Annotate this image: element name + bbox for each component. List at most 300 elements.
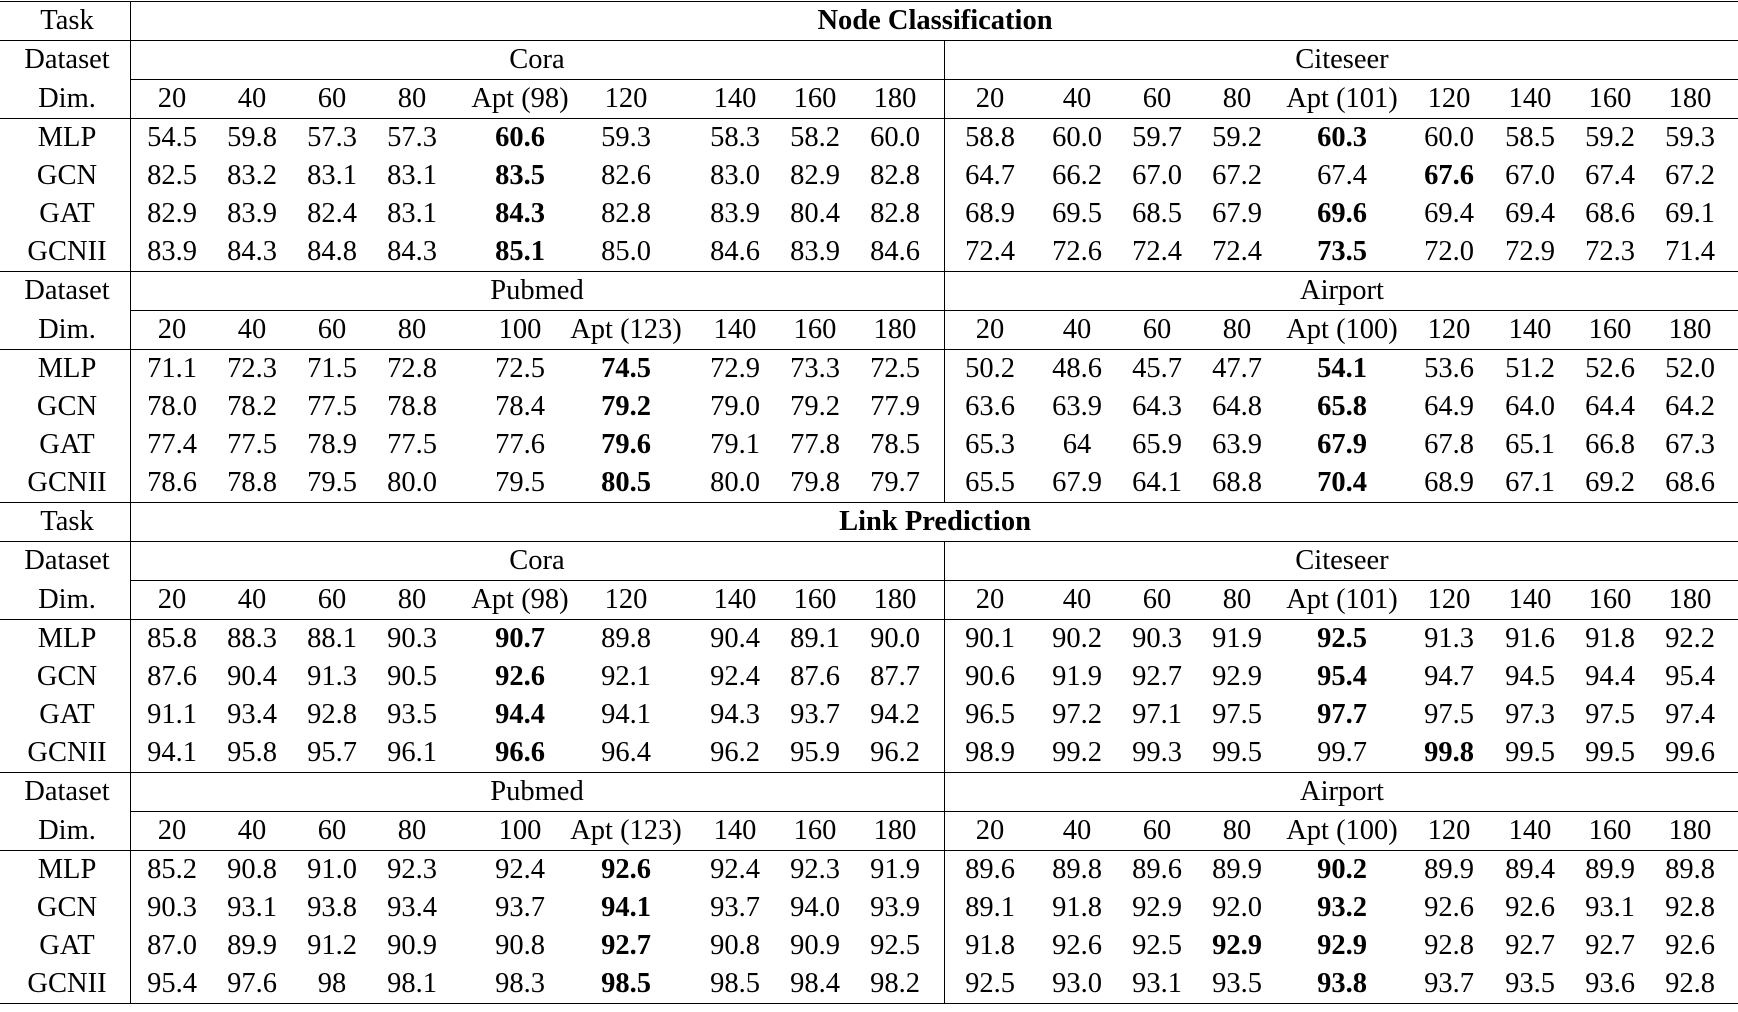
score-cell: 72.6 <box>1052 236 1102 267</box>
dataset-label: Dataset <box>24 44 110 75</box>
score-cell: 82.9 <box>147 198 197 229</box>
score-cell: 97.5 <box>1585 699 1635 730</box>
score-cell: 45.7 <box>1132 353 1182 384</box>
dim-label: Dim. <box>38 314 96 345</box>
score-cell: 53.6 <box>1424 353 1474 384</box>
dataset-row <box>0 773 1738 811</box>
dim-header: 40 <box>237 815 267 846</box>
score-cell: 80.0 <box>387 467 437 498</box>
task-name: Node Classification <box>817 5 1053 36</box>
score-cell: 60.3 <box>1317 122 1367 153</box>
score-cell: 77.6 <box>495 429 545 460</box>
score-cell: 92.5 <box>870 930 920 961</box>
score-cell: 85.8 <box>147 623 197 654</box>
score-cell: 89.6 <box>1132 854 1182 885</box>
score-cell: 79.2 <box>601 391 651 422</box>
table-row <box>0 388 1738 426</box>
score-cell: 90.8 <box>710 930 760 961</box>
score-cell: 89.9 <box>1424 854 1474 885</box>
score-cell: 83.5 <box>495 160 545 191</box>
score-cell: 83.0 <box>710 160 760 191</box>
score-cell: 96.2 <box>870 737 920 768</box>
score-cell: 98.3 <box>495 968 545 999</box>
dim-header: 80 <box>397 83 427 114</box>
dataset-name: Citeseer <box>1295 545 1389 576</box>
score-cell: 69.1 <box>1665 198 1715 229</box>
score-cell: 72.5 <box>870 353 920 384</box>
score-cell: 72.4 <box>1132 236 1182 267</box>
score-cell: 69.6 <box>1317 198 1367 229</box>
score-cell: 93.7 <box>710 892 760 923</box>
dim-header: 80 <box>1222 815 1252 846</box>
rule-line <box>0 1003 1738 1004</box>
score-cell: 94.2 <box>870 699 920 730</box>
dim-header: 60 <box>1142 83 1172 114</box>
score-cell: 79.1 <box>710 429 760 460</box>
score-cell: 98.4 <box>790 968 840 999</box>
score-cell: 78.5 <box>870 429 920 460</box>
score-cell: 99.5 <box>1585 737 1635 768</box>
score-cell: 78.0 <box>147 391 197 422</box>
dim-header: 120 <box>1427 83 1471 114</box>
dim-header: 40 <box>1062 83 1092 114</box>
model-name: GCN <box>36 661 98 692</box>
score-cell: 92.6 <box>1052 930 1102 961</box>
dim-header: 180 <box>1668 584 1712 615</box>
dim-header: 140 <box>1508 584 1552 615</box>
score-cell: 71.4 <box>1665 236 1715 267</box>
task-row <box>0 2 1738 40</box>
score-cell: 90.2 <box>1052 623 1102 654</box>
dim-header: 60 <box>1142 314 1172 345</box>
score-cell: 93.5 <box>1212 968 1262 999</box>
score-cell: 52.6 <box>1585 353 1635 384</box>
score-cell: 92.9 <box>1317 930 1367 961</box>
score-cell: 92.5 <box>1317 623 1367 654</box>
score-cell: 59.7 <box>1132 122 1182 153</box>
score-cell: 99.7 <box>1317 737 1367 768</box>
dim-header: 20 <box>975 83 1005 114</box>
score-cell: 85.0 <box>601 236 651 267</box>
score-cell: 84.6 <box>870 236 920 267</box>
dim-header: Apt (98) <box>471 83 569 114</box>
score-cell: 71.1 <box>147 353 197 384</box>
score-cell: 87.7 <box>870 661 920 692</box>
score-cell: 82.8 <box>870 198 920 229</box>
score-cell: 67.9 <box>1052 467 1102 498</box>
score-cell: 89.9 <box>227 930 277 961</box>
score-cell: 90.8 <box>227 854 277 885</box>
column-rule <box>130 1 131 1003</box>
score-cell: 83.2 <box>227 160 277 191</box>
dim-header: 80 <box>1222 584 1252 615</box>
score-cell: 72.8 <box>387 353 437 384</box>
score-cell: 89.8 <box>601 623 651 654</box>
score-cell: 87.0 <box>147 930 197 961</box>
dataset-label: Dataset <box>24 275 110 306</box>
score-cell: 78.8 <box>227 467 277 498</box>
model-name: GCNII <box>27 236 107 267</box>
score-cell: 59.2 <box>1585 122 1635 153</box>
dataset-label: Dataset <box>24 776 110 807</box>
score-cell: 99.3 <box>1132 737 1182 768</box>
dim-header: 60 <box>317 83 347 114</box>
score-cell: 98.2 <box>870 968 920 999</box>
dim-label: Dim. <box>38 83 96 114</box>
score-cell: 84.6 <box>710 236 760 267</box>
dim-label: Dim. <box>38 815 96 846</box>
score-cell: 63.9 <box>1212 429 1262 460</box>
score-cell: 64.7 <box>965 160 1015 191</box>
score-cell: 93.5 <box>1505 968 1555 999</box>
score-cell: 91.1 <box>147 699 197 730</box>
score-cell: 90.3 <box>1132 623 1182 654</box>
score-cell: 92.8 <box>1424 930 1474 961</box>
dim-header: 20 <box>975 584 1005 615</box>
model-name: MLP <box>37 854 97 885</box>
model-name: MLP <box>37 623 97 654</box>
score-cell: 73.5 <box>1317 236 1367 267</box>
dim-header: 120 <box>604 83 648 114</box>
score-cell: 99.2 <box>1052 737 1102 768</box>
dim-header: 160 <box>1588 83 1632 114</box>
score-cell: 96.4 <box>601 737 651 768</box>
table-row <box>0 965 1738 1003</box>
score-cell: 97.5 <box>1212 699 1262 730</box>
dim-header: 120 <box>1427 815 1471 846</box>
score-cell: 83.1 <box>387 160 437 191</box>
score-cell: 97.5 <box>1424 699 1474 730</box>
dataset-name: Airport <box>1300 776 1384 807</box>
score-cell: 91.0 <box>307 854 357 885</box>
score-cell: 90.9 <box>387 930 437 961</box>
score-cell: 57.3 <box>307 122 357 153</box>
score-cell: 92.4 <box>495 854 545 885</box>
score-cell: 97.3 <box>1505 699 1555 730</box>
score-cell: 64 <box>1062 429 1092 460</box>
score-cell: 90.5 <box>387 661 437 692</box>
score-cell: 74.5 <box>601 353 651 384</box>
dim-header: 60 <box>1142 815 1172 846</box>
dim-header: 140 <box>1508 314 1552 345</box>
dim-header: Apt (123) <box>570 314 682 345</box>
score-cell: 88.3 <box>227 623 277 654</box>
score-cell: 91.8 <box>965 930 1015 961</box>
score-cell: 69.4 <box>1424 198 1474 229</box>
table-row <box>0 889 1738 927</box>
score-cell: 84.3 <box>495 198 545 229</box>
score-cell: 72.3 <box>1585 236 1635 267</box>
score-cell: 99.5 <box>1505 737 1555 768</box>
score-cell: 84.8 <box>307 236 357 267</box>
score-cell: 67.4 <box>1317 160 1367 191</box>
dim-header: 80 <box>1222 314 1252 345</box>
score-cell: 93.7 <box>1424 968 1474 999</box>
score-cell: 99.6 <box>1665 737 1715 768</box>
score-cell: 80.5 <box>601 467 651 498</box>
score-cell: 67.9 <box>1317 429 1367 460</box>
score-cell: 58.3 <box>710 122 760 153</box>
score-cell: 90.2 <box>1317 854 1367 885</box>
score-cell: 89.9 <box>1212 854 1262 885</box>
score-cell: 58.2 <box>790 122 840 153</box>
score-cell: 60.0 <box>1424 122 1474 153</box>
dataset-label: Dataset <box>24 545 110 576</box>
score-cell: 80.0 <box>710 467 760 498</box>
score-cell: 92.6 <box>1665 930 1715 961</box>
dim-header: 60 <box>317 584 347 615</box>
score-cell: 78.2 <box>227 391 277 422</box>
score-cell: 92.6 <box>495 661 545 692</box>
score-cell: 60.0 <box>870 122 920 153</box>
score-cell: 94.3 <box>710 699 760 730</box>
dim-header: 120 <box>1427 314 1471 345</box>
score-cell: 91.2 <box>307 930 357 961</box>
score-cell: 90.1 <box>965 623 1015 654</box>
score-cell: 93.1 <box>1585 892 1635 923</box>
score-cell: 73.3 <box>790 353 840 384</box>
score-cell: 77.4 <box>147 429 197 460</box>
score-cell: 99.5 <box>1212 737 1262 768</box>
score-cell: 91.8 <box>1052 892 1102 923</box>
column-rule <box>944 541 945 1003</box>
model-name: GCN <box>36 391 98 422</box>
score-cell: 87.6 <box>790 661 840 692</box>
score-cell: 83.9 <box>147 236 197 267</box>
score-cell: 64.4 <box>1585 391 1635 422</box>
score-cell: 90.3 <box>387 623 437 654</box>
score-cell: 92.3 <box>790 854 840 885</box>
score-cell: 78.8 <box>387 391 437 422</box>
score-cell: 64.2 <box>1665 391 1715 422</box>
score-cell: 93.6 <box>1585 968 1635 999</box>
score-cell: 93.0 <box>1052 968 1102 999</box>
score-cell: 47.7 <box>1212 353 1262 384</box>
table-row <box>0 464 1738 502</box>
score-cell: 67.1 <box>1505 467 1555 498</box>
score-cell: 95.4 <box>1317 661 1367 692</box>
dim-header: 80 <box>397 314 427 345</box>
task-name: Link Prediction <box>839 506 1031 537</box>
score-cell: 92.0 <box>1212 892 1262 923</box>
dim-header: 120 <box>604 584 648 615</box>
score-cell: 92.5 <box>1132 930 1182 961</box>
score-cell: 79.8 <box>790 467 840 498</box>
score-cell: 83.9 <box>790 236 840 267</box>
score-cell: 77.8 <box>790 429 840 460</box>
score-cell: 92.4 <box>710 661 760 692</box>
dim-header: 20 <box>157 584 187 615</box>
dim-header: 60 <box>1142 584 1172 615</box>
dataset-row <box>0 41 1738 79</box>
dim-header: Apt (100) <box>1286 815 1398 846</box>
dim-header: 180 <box>1668 83 1712 114</box>
dim-header: 20 <box>157 83 187 114</box>
model-name: GAT <box>39 198 95 229</box>
score-cell: 77.5 <box>387 429 437 460</box>
score-cell: 96.6 <box>495 737 545 768</box>
dataset-name: Cora <box>509 545 565 576</box>
score-cell: 79.7 <box>870 467 920 498</box>
score-cell: 97.2 <box>1052 699 1102 730</box>
score-cell: 85.1 <box>495 236 545 267</box>
table-row <box>0 851 1738 889</box>
score-cell: 92.6 <box>1424 892 1474 923</box>
score-cell: 54.5 <box>147 122 197 153</box>
dim-header: 180 <box>873 584 917 615</box>
score-cell: 69.5 <box>1052 198 1102 229</box>
dim-header: 140 <box>1508 83 1552 114</box>
score-cell: 65.3 <box>965 429 1015 460</box>
dataset-name: Pubmed <box>490 275 584 306</box>
dim-header: Apt (98) <box>471 584 569 615</box>
score-cell: 68.6 <box>1665 467 1715 498</box>
score-cell: 90.3 <box>147 892 197 923</box>
score-cell: 67.0 <box>1132 160 1182 191</box>
score-cell: 71.5 <box>307 353 357 384</box>
score-cell: 92.8 <box>307 699 357 730</box>
score-cell: 67.9 <box>1212 198 1262 229</box>
score-cell: 92.9 <box>1212 661 1262 692</box>
score-cell: 70.4 <box>1317 467 1367 498</box>
score-cell: 78.9 <box>307 429 357 460</box>
score-cell: 68.9 <box>965 198 1015 229</box>
score-cell: 92.8 <box>1665 968 1715 999</box>
dim-header: 140 <box>713 815 757 846</box>
score-cell: 92.7 <box>1585 930 1635 961</box>
dim-header: 160 <box>1588 815 1632 846</box>
score-cell: 83.9 <box>710 198 760 229</box>
score-cell: 96.1 <box>387 737 437 768</box>
dim-header: 20 <box>975 815 1005 846</box>
table-row <box>0 157 1738 195</box>
score-cell: 93.4 <box>387 892 437 923</box>
table-row <box>0 734 1738 772</box>
score-cell: 95.9 <box>790 737 840 768</box>
score-cell: 93.7 <box>790 699 840 730</box>
dim-header: 40 <box>237 314 267 345</box>
table-row <box>0 696 1738 734</box>
model-name: GAT <box>39 429 95 460</box>
score-cell: 93.4 <box>227 699 277 730</box>
dim-row <box>0 80 1738 118</box>
score-cell: 68.9 <box>1424 467 1474 498</box>
score-cell: 83.9 <box>227 198 277 229</box>
dim-header: 180 <box>873 314 917 345</box>
table-row <box>0 350 1738 388</box>
score-cell: 97.4 <box>1665 699 1715 730</box>
score-cell: 97.6 <box>227 968 277 999</box>
dim-header: 20 <box>157 815 187 846</box>
score-cell: 78.6 <box>147 467 197 498</box>
dim-header: 60 <box>317 815 347 846</box>
score-cell: 63.6 <box>965 391 1015 422</box>
model-name: GCN <box>36 160 98 191</box>
score-cell: 72.9 <box>1505 236 1555 267</box>
score-cell: 97.1 <box>1132 699 1182 730</box>
score-cell: 91.3 <box>1424 623 1474 654</box>
dim-header: 80 <box>397 584 427 615</box>
score-cell: 94.1 <box>601 892 651 923</box>
score-cell: 59.2 <box>1212 122 1262 153</box>
score-cell: 48.6 <box>1052 353 1102 384</box>
score-cell: 93.8 <box>1317 968 1367 999</box>
score-cell: 83.1 <box>387 198 437 229</box>
dim-header: 80 <box>1222 83 1252 114</box>
score-cell: 84.3 <box>387 236 437 267</box>
score-cell: 93.5 <box>387 699 437 730</box>
score-cell: 89.9 <box>1585 854 1635 885</box>
score-cell: 98.9 <box>965 737 1015 768</box>
score-cell: 97.7 <box>1317 699 1367 730</box>
dim-header: 140 <box>713 584 757 615</box>
dim-header: 40 <box>1062 815 1092 846</box>
score-cell: 79.5 <box>495 467 545 498</box>
dim-header: 40 <box>237 584 267 615</box>
score-cell: 98.5 <box>710 968 760 999</box>
score-cell: 88.1 <box>307 623 357 654</box>
dataset-row <box>0 272 1738 310</box>
score-cell: 64.3 <box>1132 391 1182 422</box>
score-cell: 67.3 <box>1665 429 1715 460</box>
score-cell: 82.6 <box>601 160 651 191</box>
score-cell: 91.6 <box>1505 623 1555 654</box>
score-cell: 77.5 <box>227 429 277 460</box>
score-cell: 60.0 <box>1052 122 1102 153</box>
score-cell: 68.5 <box>1132 198 1182 229</box>
score-cell: 92.6 <box>601 854 651 885</box>
score-cell: 68.8 <box>1212 467 1262 498</box>
score-cell: 59.3 <box>601 122 651 153</box>
task-row <box>0 503 1738 541</box>
score-cell: 80.4 <box>790 198 840 229</box>
score-cell: 59.3 <box>1665 122 1715 153</box>
dim-header: 160 <box>1588 584 1632 615</box>
dim-header: 160 <box>793 83 837 114</box>
score-cell: 93.2 <box>1317 892 1367 923</box>
score-cell: 94.5 <box>1505 661 1555 692</box>
score-cell: 89.6 <box>965 854 1015 885</box>
dim-header: 160 <box>793 815 837 846</box>
score-cell: 91.9 <box>1212 623 1262 654</box>
score-cell: 85.2 <box>147 854 197 885</box>
score-cell: 92.7 <box>1505 930 1555 961</box>
dim-header: Apt (100) <box>1286 314 1398 345</box>
score-cell: 82.4 <box>307 198 357 229</box>
dataset-name: Airport <box>1300 275 1384 306</box>
score-cell: 93.1 <box>1132 968 1182 999</box>
score-cell: 58.5 <box>1505 122 1555 153</box>
score-cell: 93.1 <box>227 892 277 923</box>
score-cell: 96.2 <box>710 737 760 768</box>
score-cell: 66.8 <box>1585 429 1635 460</box>
score-cell: 90.4 <box>710 623 760 654</box>
dim-header: 60 <box>317 314 347 345</box>
dim-header: Apt (101) <box>1286 584 1398 615</box>
score-cell: 92.2 <box>1665 623 1715 654</box>
score-cell: 91.3 <box>307 661 357 692</box>
score-cell: 65.9 <box>1132 429 1182 460</box>
score-cell: 94.1 <box>147 737 197 768</box>
task-label: Task <box>40 506 94 537</box>
score-cell: 92.7 <box>1132 661 1182 692</box>
score-cell: 92.9 <box>1212 930 1262 961</box>
dim-header: 140 <box>713 83 757 114</box>
dim-header: 80 <box>397 815 427 846</box>
score-cell: 83.1 <box>307 160 357 191</box>
table-row <box>0 119 1738 157</box>
score-cell: 93.8 <box>307 892 357 923</box>
